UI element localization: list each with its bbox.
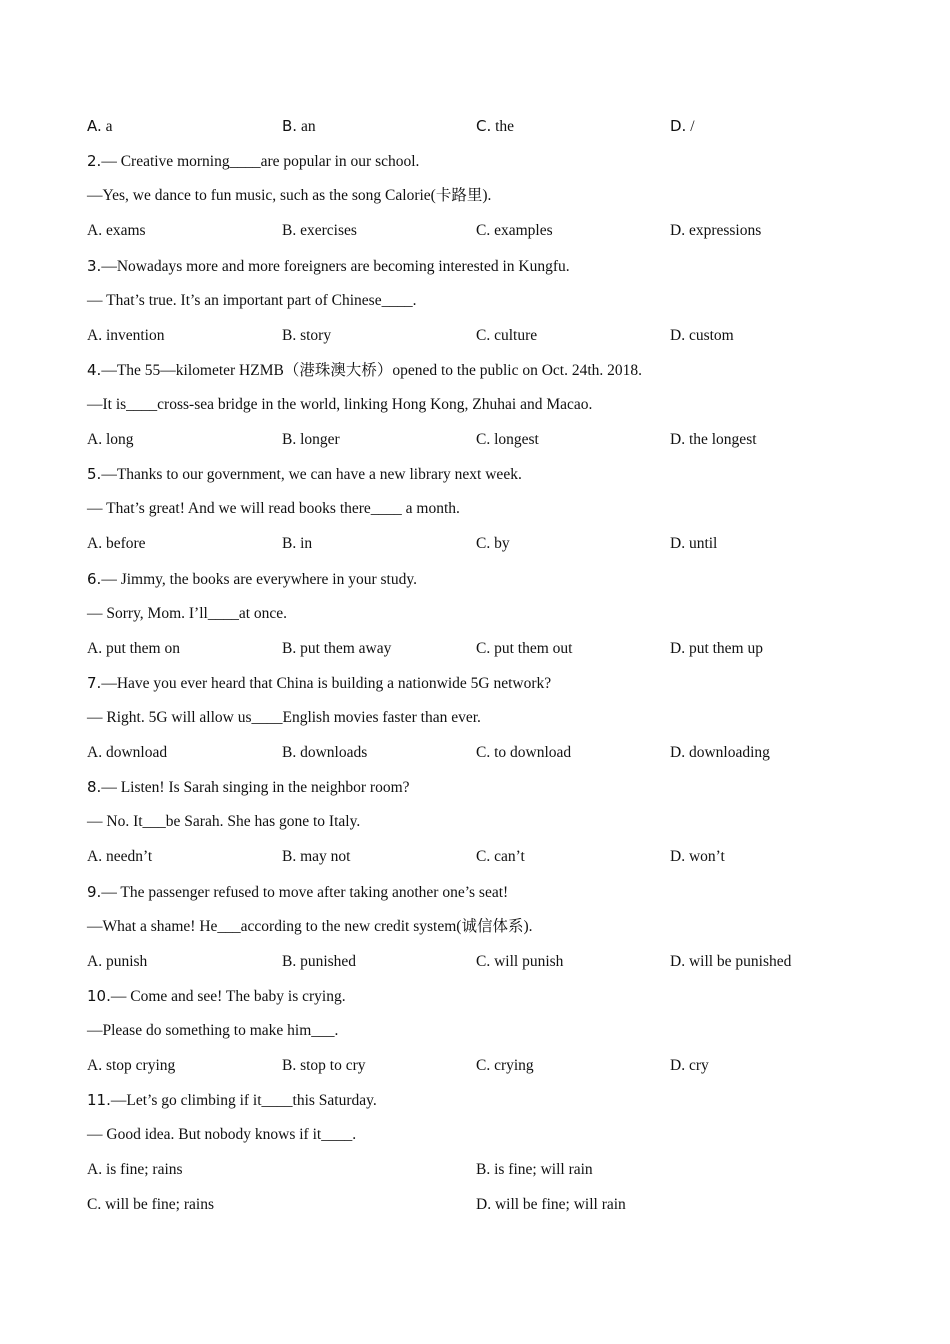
q8-reply: — No. It___be Sarah. She has gone to Italy. xyxy=(87,813,361,830)
q1-option-b: B. an xyxy=(282,117,316,135)
q8-options xyxy=(0,846,950,868)
q9-option-a: A. punish xyxy=(87,953,148,970)
q6-option-c: C. put them out xyxy=(476,640,573,657)
q8-option-d: D. won’t xyxy=(670,848,725,865)
q6-reply: — Sorry, Mom. I’ll____at once. xyxy=(87,605,288,622)
q2-option-b: B. exercises xyxy=(282,222,357,239)
q7-option-a: A. download xyxy=(87,744,168,761)
q1-options xyxy=(0,115,950,137)
q5-option-b: B. in xyxy=(282,535,313,552)
q7-option-c: C. to download xyxy=(476,744,572,761)
q2-option-c: C. examples xyxy=(476,222,553,239)
q3-reply: — That’s true. It’s an important part of Chinese____. xyxy=(87,292,417,309)
q2-reply: —Yes, we dance to fun music, such as the song Calorie(卡路里). xyxy=(87,187,492,204)
q8-option-a: A. needn’t xyxy=(87,848,153,865)
q11-stem: 11.—Let’s go climbing if it____this Saturday. xyxy=(87,1091,377,1109)
q3-stem: 3.—Nowadays more and more foreigners are becoming interested in Kungfu. xyxy=(87,257,570,275)
q5-option-c: C. by xyxy=(476,535,510,552)
q3-option-b: B. story xyxy=(282,327,332,344)
q4-option-c: C. longest xyxy=(476,431,539,448)
q9-option-b: B. punished xyxy=(282,953,357,970)
q9-stem: 9.— The passenger refused to move after taking another one’s seat! xyxy=(87,883,509,901)
q4-stem: 4.—The 55—kilometer HZMB（港珠澳大桥）opened to the public on Oct. 24th. 2018. xyxy=(87,361,643,379)
q10-options xyxy=(0,1055,950,1077)
q4-options xyxy=(0,429,950,451)
q11-options-row2 xyxy=(0,1194,950,1216)
q7-options xyxy=(0,742,950,764)
q2-option-d: D. expressions xyxy=(670,222,762,239)
q9-option-c: C. will punish xyxy=(476,953,564,970)
q7-reply: — Right. 5G will allow us____English movies faster than ever. xyxy=(87,709,481,726)
q5-option-d: D. until xyxy=(670,535,718,552)
q1-option-a: A. a xyxy=(87,117,113,135)
q11-option-d: D. will be fine; will rain xyxy=(476,1196,626,1213)
q1-option-c: C. the xyxy=(476,117,515,135)
q2-option-a: A. exams xyxy=(87,222,146,239)
q8-option-c: C. can’t xyxy=(476,848,525,865)
q1-option-d: D. / xyxy=(670,117,695,135)
q3-option-d: D. custom xyxy=(670,327,734,344)
q9-reply: —What a shame! He___according to the new credit system(诚信体系). xyxy=(87,918,533,935)
q4-option-a: A. long xyxy=(87,431,134,448)
q9-options xyxy=(0,951,950,973)
q9-option-d: D. will be punished xyxy=(670,953,792,970)
q10-stem: 10.— Come and see! The baby is crying. xyxy=(87,987,346,1005)
q5-options xyxy=(0,533,950,555)
q5-stem: 5.—Thanks to our government, we can have a new library next week. xyxy=(87,465,522,483)
q10-reply: —Please do something to make him___. xyxy=(87,1022,339,1039)
q11-option-c: C. will be fine; rains xyxy=(87,1196,214,1213)
q11-options-row1 xyxy=(0,1159,950,1181)
q3-option-c: C. culture xyxy=(476,327,538,344)
q11-reply: — Good idea. But nobody knows if it____. xyxy=(87,1126,357,1143)
q4-reply: —It is____cross-sea bridge in the world, linking Hong Kong, Zhuhai and Macao. xyxy=(87,396,593,413)
q6-options xyxy=(0,638,950,660)
q2-stem: 2.— Creative morning____are popular in our school. xyxy=(87,152,420,170)
q6-option-b: B. put them away xyxy=(282,640,392,657)
q4-option-b: B. longer xyxy=(282,431,340,448)
q7-option-b: B. downloads xyxy=(282,744,368,761)
q3-option-a: A. invention xyxy=(87,327,165,344)
q3-options xyxy=(0,325,950,347)
q10-option-b: B. stop to cry xyxy=(282,1057,366,1074)
q6-option-d: D. put them up xyxy=(670,640,763,657)
q2-options xyxy=(0,220,950,242)
q8-stem: 8.— Listen! Is Sarah singing in the neighbor room? xyxy=(87,778,410,796)
q7-option-d: D. downloading xyxy=(670,744,770,761)
q8-option-b: B. may not xyxy=(282,848,351,865)
q11-option-b: B. is fine; will rain xyxy=(476,1161,593,1178)
q6-stem: 6.— Jimmy, the books are everywhere in your study. xyxy=(87,570,417,588)
q10-option-c: C. crying xyxy=(476,1057,534,1074)
q10-option-a: A. stop crying xyxy=(87,1057,176,1074)
q6-option-a: A. put them on xyxy=(87,640,180,657)
q5-option-a: A. before xyxy=(87,535,146,552)
q10-option-d: D. cry xyxy=(670,1057,709,1074)
q7-stem: 7.—Have you ever heard that China is building a nationwide 5G network? xyxy=(87,674,552,692)
q5-reply: — That’s great! And we will read books there____ a month. xyxy=(87,500,460,517)
q4-option-d: D. the longest xyxy=(670,431,757,448)
q11-option-a: A. is fine; rains xyxy=(87,1161,183,1178)
